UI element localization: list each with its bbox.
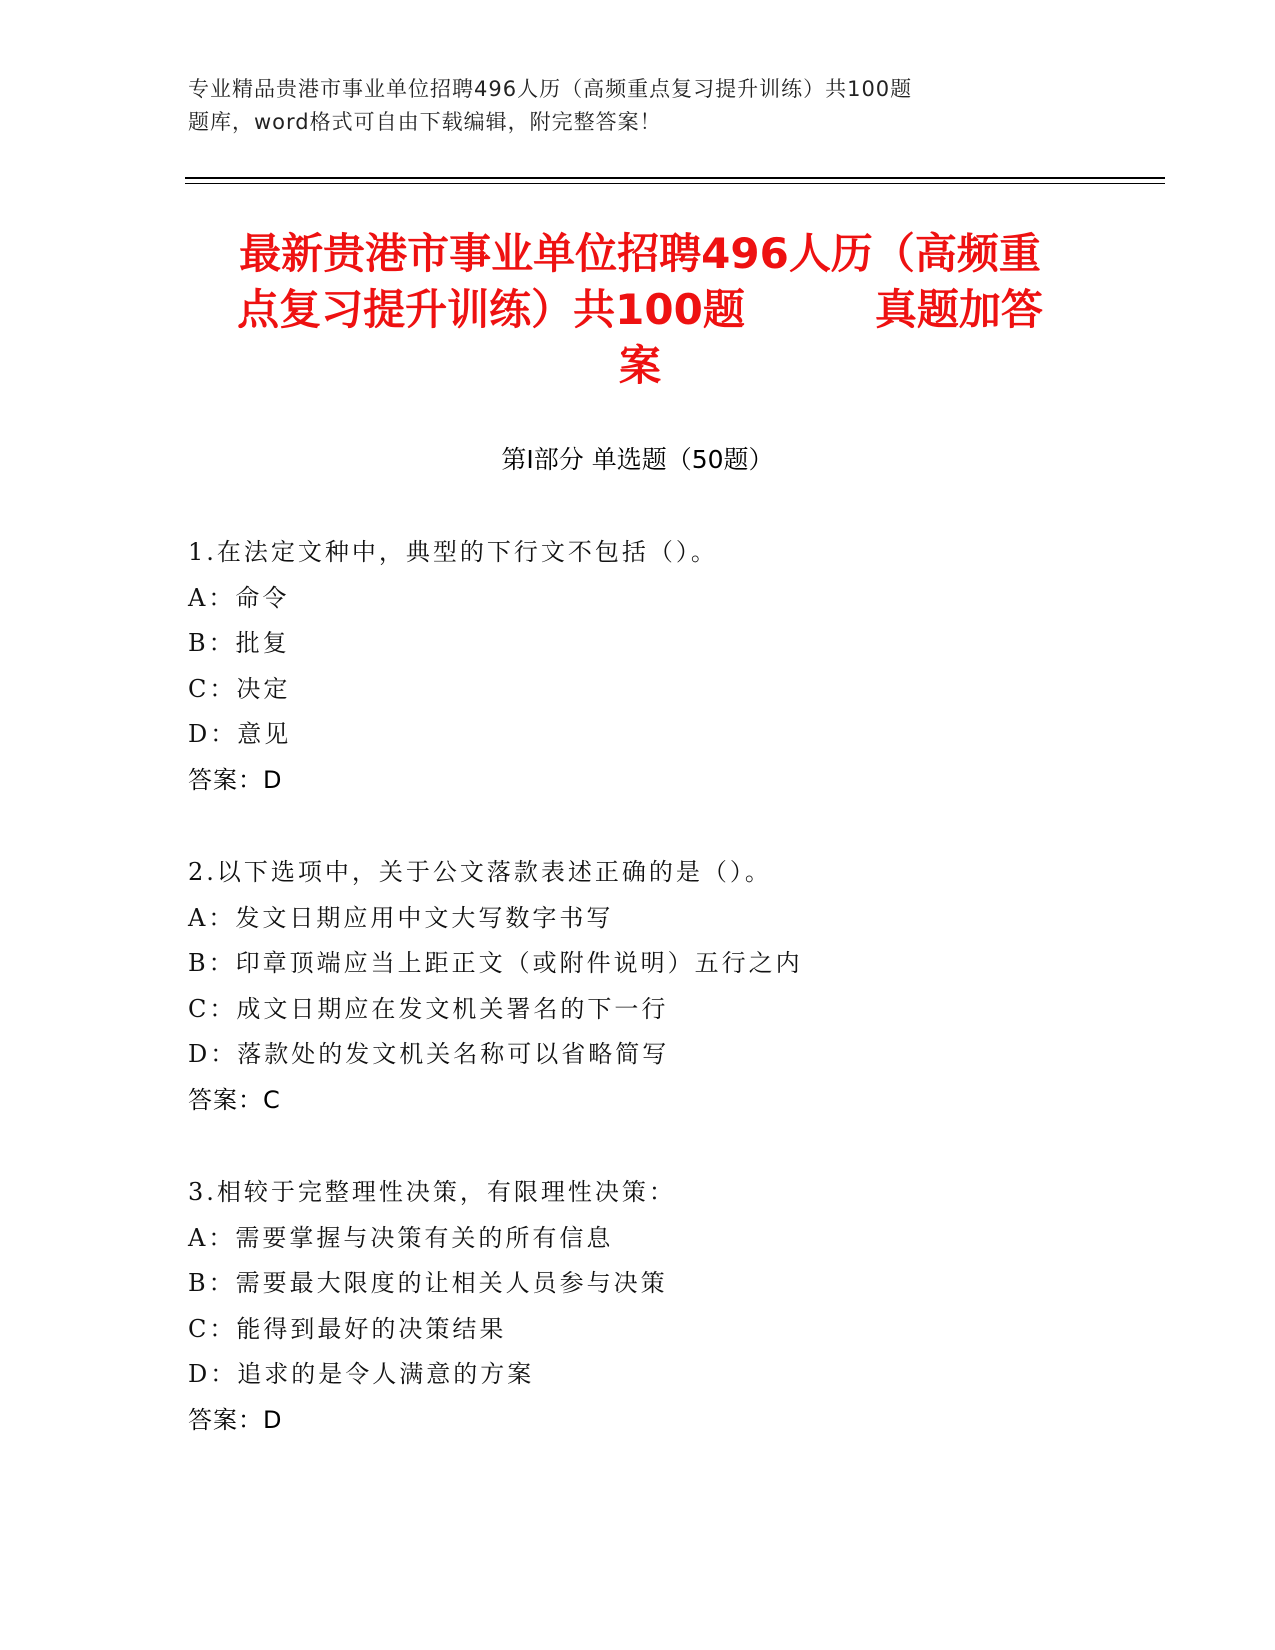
answer-line: 答案：D bbox=[188, 1405, 283, 1434]
option-b: B：批复 bbox=[188, 629, 290, 658]
question-1 bbox=[188, 530, 1088, 804]
header-note-line-1: 专业精品贵港市事业单位招聘496人历（高频重点复习提升训练）共100题 bbox=[188, 77, 913, 101]
title-line-3: 案 bbox=[618, 341, 661, 390]
option-b: B：印章顶端应当上距正文（或附件说明）五行之内 bbox=[188, 949, 803, 978]
title-line-2-part-a: 点复习提升训练）共100题 bbox=[237, 285, 745, 334]
option-a: A：发文日期应用中文大写数字书写 bbox=[188, 903, 614, 932]
title-line-1: 最新贵港市事业单位招聘496人历（高频重 bbox=[239, 229, 1041, 278]
header-divider-thick bbox=[185, 177, 1165, 179]
option-a: A：命令 bbox=[188, 583, 290, 612]
option-b: B：需要最大限度的让相关人员参与决策 bbox=[188, 1269, 668, 1298]
header-note bbox=[188, 73, 1018, 139]
option-d: D：落款处的发文机关名称可以省略简写 bbox=[188, 1040, 670, 1069]
question-stem: 2.以下选项中，关于公文落款表述正确的是（）。 bbox=[188, 858, 772, 886]
option-a: A：需要掌握与决策有关的所有信息 bbox=[188, 1223, 614, 1252]
title-line-2 bbox=[190, 282, 1090, 338]
section-heading: 第I部分 单选题（50题） bbox=[501, 445, 774, 474]
answer-line: 答案：C bbox=[188, 1085, 281, 1114]
title-line-2-part-b: 真题加答 bbox=[874, 285, 1043, 334]
question-stem: 1.在法定文种中，典型的下行文不包括（）。 bbox=[188, 538, 718, 566]
header-note-line-2: 题库，word格式可自由下载编辑，附完整答案！ bbox=[188, 110, 662, 134]
question-stem: 3.相较于完整理性决策，有限理性决策： bbox=[188, 1178, 676, 1206]
option-c: C：成文日期应在发文机关署名的下一行 bbox=[188, 994, 669, 1023]
option-d: D：意见 bbox=[188, 720, 292, 749]
header-divider-thin bbox=[185, 183, 1165, 184]
answer-line: 答案：D bbox=[188, 765, 283, 794]
document-title bbox=[190, 226, 1090, 394]
question-3 bbox=[188, 1170, 1088, 1444]
question-2 bbox=[188, 850, 1088, 1124]
option-d: D：追求的是令人满意的方案 bbox=[188, 1360, 535, 1389]
option-c: C：决定 bbox=[188, 674, 291, 703]
option-c: C：能得到最好的决策结果 bbox=[188, 1314, 507, 1343]
